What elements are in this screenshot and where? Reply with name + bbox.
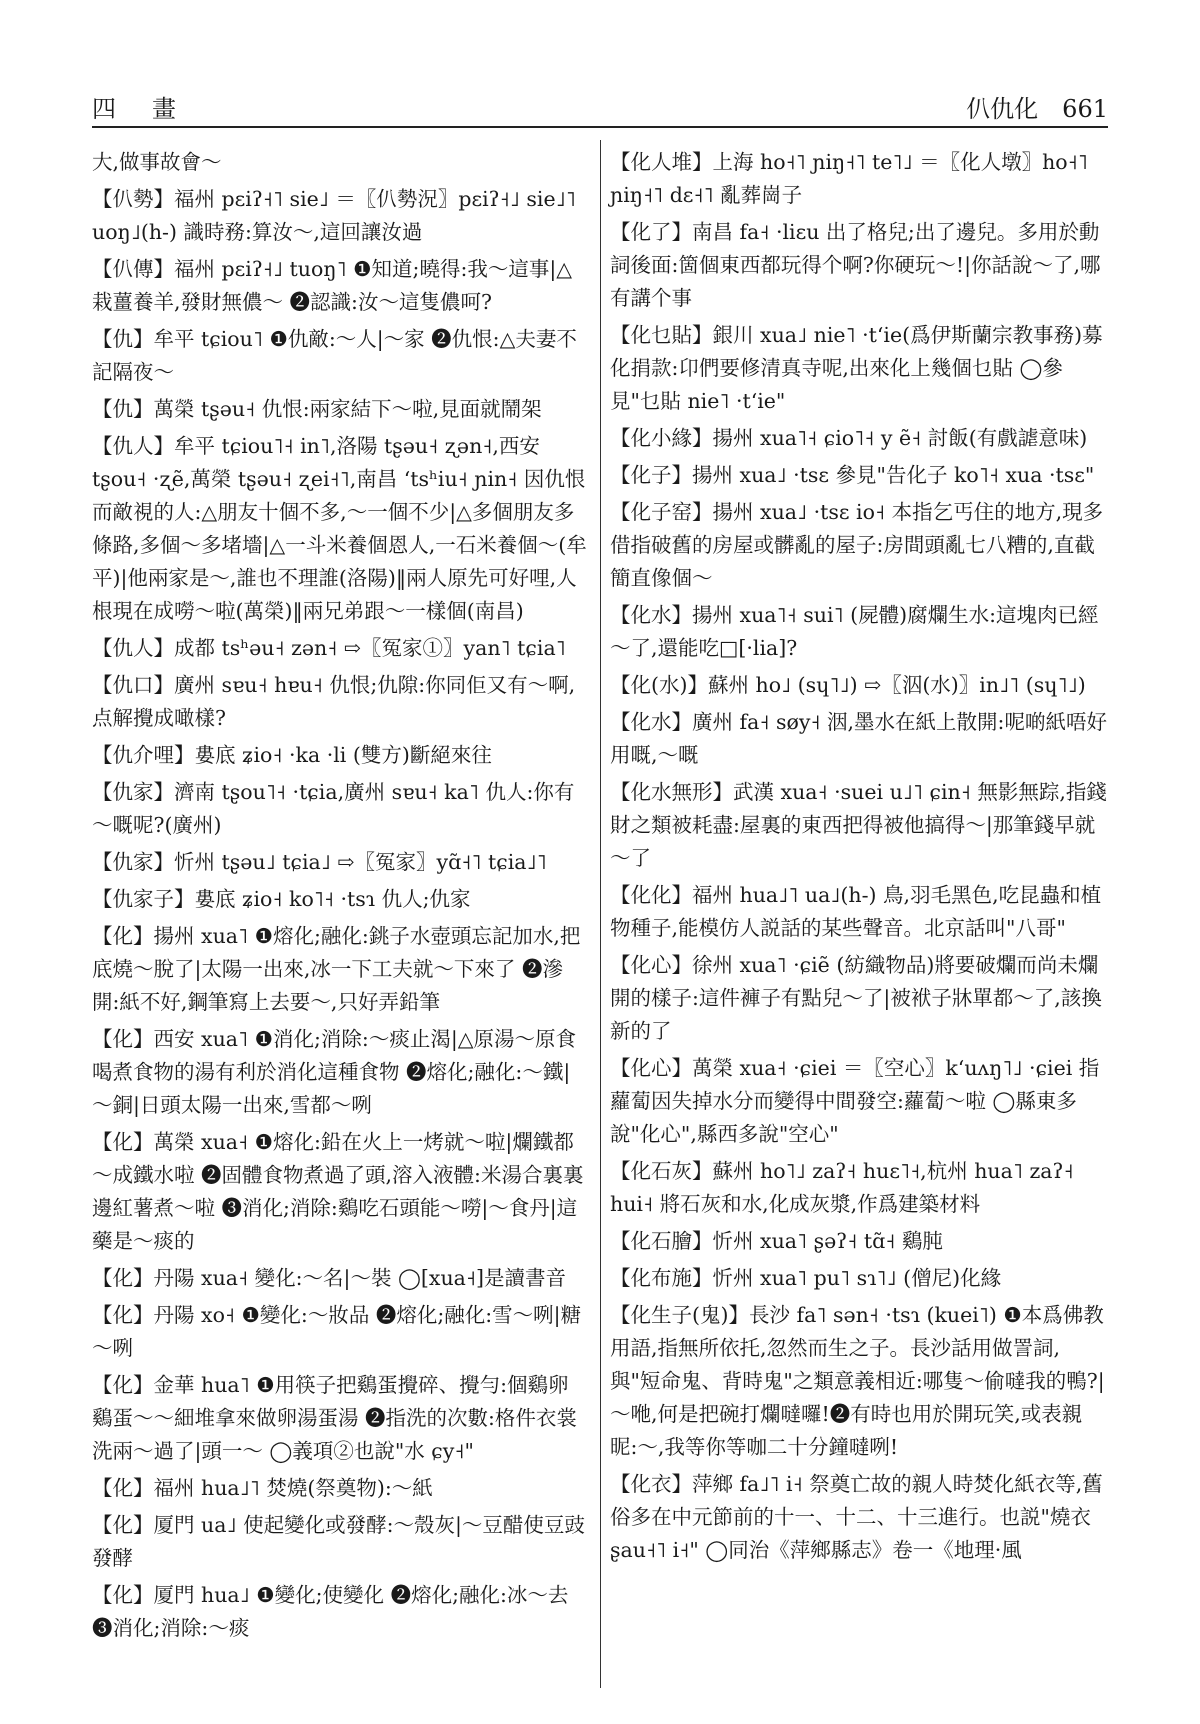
dictionary-entry: 【化】厦門 hua˩ ❶變化;使變化 ❷熔化;融化:冰～去 ❸消化;消除:～痰 xyxy=(92,1583,569,1640)
dictionary-entry: 【仇人】牟平 tɕiou˥˧ in˥,洛陽 tʂəu˧ ʐən˧,西安 tʂou˧ ·ʐẽ,萬榮 tʂəu˧ ʐei˧˥,南昌 ʻtsʰiu˧ ɲin˧ 因仇恨而敵視的人:△朋友十個不多,～一個不少|△多個朋友多條路,多個～多堵墻|△一斗米養個恩人,一石米養個～(牟平)|他兩家是～,誰也不理誰(洛陽)‖兩人原先可好哩,人根現在成嘮～啦(萬榮)‖兩兄弟跟～一樣個(南昌) xyxy=(92,434,587,623)
right-column xyxy=(610,146,1108,1571)
dictionary-entry: 【仇家】濟南 tʂou˥˧ ·tɕia,廣州 sɐu˧ ka˥ 仇人:你有～嘅呢?(廣州) xyxy=(92,780,575,837)
dictionary-entry: 【化石灰】蘇州 ho˥˩ zaʔ˧ huɛ˥˧,杭州 hua˥ zaʔ˧ hui˧ 將石灰和水,化成灰漿,作爲建築材料 xyxy=(610,1159,1074,1216)
dictionary-entry: 【化】揚州 xua˥ ❶熔化;融化:銚子水壺頭忘記加水,把底燒～脫了|太陽一出來,冰一下工夫就～下來了 ❷滲開:紙不好,鋼筆寫上去要～,只好弄鉛筆 xyxy=(92,924,581,1014)
column-divider xyxy=(600,140,601,1688)
dictionary-entry: 【化】西安 xua˥ ❶消化;消除:～痰止渴|△原湯～原食喝煮食物的湯有利於消化這種食物 ❷熔化;融化:～鐵|～銅|日頭太陽一出來,雪都～咧 xyxy=(92,1027,576,1117)
dictionary-entry: 【仇介哩】婁底 ʑio˧ ·ka ·li (雙方)斷絕來往 xyxy=(92,743,492,767)
dictionary-entry: 【化乜貼】銀川 xua˩ nie˥ ·tʻie(爲伊斯蘭宗教事務)募化捐款:卬們要修清真寺呢,出來化上幾個乜貼 ◯參見"乜貼 nie˥ ·tʻie" xyxy=(610,323,1103,413)
dictionary-entry: 【化水】揚州 xua˥˧ sui˥ (屍體)腐爛生水:這塊肉已經～了,還能吃□[·lia]? xyxy=(610,603,1099,660)
dictionary-entry: 【化】丹陽 xo˧ ❶變化:～妝品 ❷熔化;融化:雪～咧|糖～咧 xyxy=(92,1303,582,1360)
dictionary-entry: 【化化】福州 hua˩˥ ua˩(h-) 鳥,羽毛黑色,吃昆蟲和植物種子,能模仿人説話的某些聲音。北京話叫"八哥" xyxy=(610,883,1102,940)
section-title: 四 畫 xyxy=(92,95,182,123)
dictionary-entry: 【化子】揚州 xua˩ ·tsɛ 參見"告化子 ko˥˧ xua ·tsɛ" xyxy=(610,463,1095,487)
dictionary-entry: 【化石膾】忻州 xua˥ ʂəʔ˧ tɑ̃˧ 鷄肫 xyxy=(610,1229,943,1253)
dictionary-entry: 【化了】南昌 fa˧ ·liɛu 出了格兒;出了邊兒。多用於動詞後面:箇個東西都玩得个啊?你硬玩～!|你話說～了,哪有講个事 xyxy=(610,220,1101,310)
dictionary-entry: 【化布施】忻州 xua˥ pu˥ sɿ˥˩ (僧尼)化緣 xyxy=(610,1266,1002,1290)
dictionary-entry: 【化水】廣州 fa˧ søy˧ 洇,墨水在紙上散開:呢啲紙唔好用嘅,～嘅 xyxy=(610,710,1107,767)
dictionary-entry: 【化人堆】上海 ho˧˥ ɲiŋ˧˥ te˥˩ ＝〖化人墩〗ho˧˥ ɲiŋ˧˥ dɛ˧˥ 亂葬崗子 xyxy=(610,150,1088,207)
dictionary-entry: 【化衣】萍鄉 fa˩˥ i˧ 祭奠亡故的親人時焚化紙衣等,舊俗多在中元節前的十一、十二、十三進行。也説"燒衣 ʂau˧˥ i˧" ◯同治《萍鄉縣志》卷一《地理·風 xyxy=(610,1472,1103,1562)
dictionary-entry: 【化小緣】揚州 xua˥˧ ɕio˥˧ y ẽ˧ 討飯(有戲謔意味) xyxy=(610,426,1088,450)
dictionary-entry: 【化(水)】蘇州 ho˩ (sɥ˥˩) ⇨〖泅(水)〗in˩˥ (sɥ˥˩) xyxy=(610,673,1086,697)
dictionary-entry: 【化】萬榮 xua˧ ❶熔化:鉛在火上一烤就～啦|爛鐵都～成鐵水啦 ❷固體食物煮過了頭,溶入液體:米湯合裏裏邊紅薯煮～啦 ❸消化;消除:鷄吃石頭能～嘮|～食丹|這藥是～痰的 xyxy=(92,1130,584,1253)
dictionary-entry: 【仇】萬榮 tʂəu˧ 仇恨:兩家結下～啦,見面就鬧架 xyxy=(92,397,542,421)
page-running-head: 仈仇化 661 xyxy=(966,95,1108,123)
dictionary-entry: 【仇人】成都 tsʰəu˧ zən˧ ⇨〖冤家①〗yan˥ tɕia˥ xyxy=(92,636,566,660)
dictionary-entry: 【化子窑】揚州 xua˩ ·tsɛ io˧ 本指乞丐住的地方,現多借指破舊的房屋或髒亂的屋子:房間頭亂七八糟的,直截簡直像個～ xyxy=(610,500,1104,590)
dictionary-entry: 【化】福州 hua˩˥ 焚燒(祭奠物):～紙 xyxy=(92,1476,433,1500)
left-column xyxy=(92,146,587,1649)
dictionary-entry: 【化】厦門 ua˩ 使起變化或發酵:～殼灰|～豆醋使豆豉發酵 xyxy=(92,1513,585,1570)
dictionary-entry: 【化水無形】武漢 xua˧ ·suei u˩˥ ɕin˧ 無影無踪,指錢財之類被耗盡:屋裏的東西把得被他搞得～|那筆錢早就～了 xyxy=(610,780,1107,870)
dictionary-entry: 【化心】徐州 xua˥ ·ɕiẽ (紡織物品)將要破爛而尚未爛開的樣子:這件褲子有點兒～了|被袱子牀單都～了,該換新的了 xyxy=(610,953,1102,1043)
dictionary-entry: 【仇口】廣州 sɐu˧ hɐu˧ 仇恨;仇隙:你同佢又有～啊,点解攪成噉樣? xyxy=(92,673,576,730)
dictionary-entry: 【仇家】忻州 tʂəu˩ tɕia˩ ⇨〖冤家〗yɑ̃˧˥ tɕia˩˥ xyxy=(92,850,547,874)
dictionary-entry: 【仈傳】福州 pεiʔ˧˩ tuoŋ˥ ❶知道;曉得:我～這事|△栽薑養羊,發財無儂～ ❷認識:汝～這隻儂呵? xyxy=(92,257,573,314)
dictionary-entry: 大,做事故會～ xyxy=(92,150,222,174)
dictionary-entry: 【化生子(鬼)】長沙 fa˥ sən˧ ·tsɿ (kuei˥) ❶本爲佛教用語,指無所依托,忽然而生之子。長沙話用做詈詞,與"短命鬼、背時鬼"之類意義相近:哪隻～偷噠我的鴨?|～咃,何是把碗打爛噠囉!❷有時也用於開玩笑,或表親昵:～,我等你等咖二十分鐘噠咧! xyxy=(610,1303,1105,1459)
page-header xyxy=(92,84,1108,124)
dictionary-entry: 【化心】萬榮 xua˧ ·ɕiei ＝〖空心〗kʻuʌŋ˥˩ ·ɕiei 指蘿蔔因失掉水分而變得中間發空:蘿蔔～啦 ◯縣東多說"化心",縣西多說"空心" xyxy=(610,1056,1100,1146)
header-rule xyxy=(92,126,1108,128)
dictionary-entry: 【化】金華 hua˥ ❶用筷子把鷄蛋攪碎、攪勻:個鷄卵鷄蛋～～細堆拿來做卵湯蛋湯 ❷指洗的次數:格件衣裳洗兩～過了|頭一～ ◯義項②也說"水 ɕy˧" xyxy=(92,1373,577,1463)
dictionary-entry: 【仈勢】福州 pεiʔ˧˥ sie˩ ＝〖仈勢況〗pεiʔ˧˩ sie˩˥ uoŋ˩(h-) 識時務:算汝～,這回讓汝過 xyxy=(92,187,576,244)
dictionary-entry: 【仇家子】婁底 ʑio˧ ko˥˧ ·tsɿ 仇人;仇家 xyxy=(92,887,471,911)
dictionary-entry: 【仇】牟平 tɕiou˥ ❶仇敵:～人|～家 ❷仇恨:△夫妻不記隔夜～ xyxy=(92,327,577,384)
dictionary-entry: 【化】丹陽 xua˧ 變化:～名|～裝 ◯[xua˧]是讀書音 xyxy=(92,1266,566,1290)
